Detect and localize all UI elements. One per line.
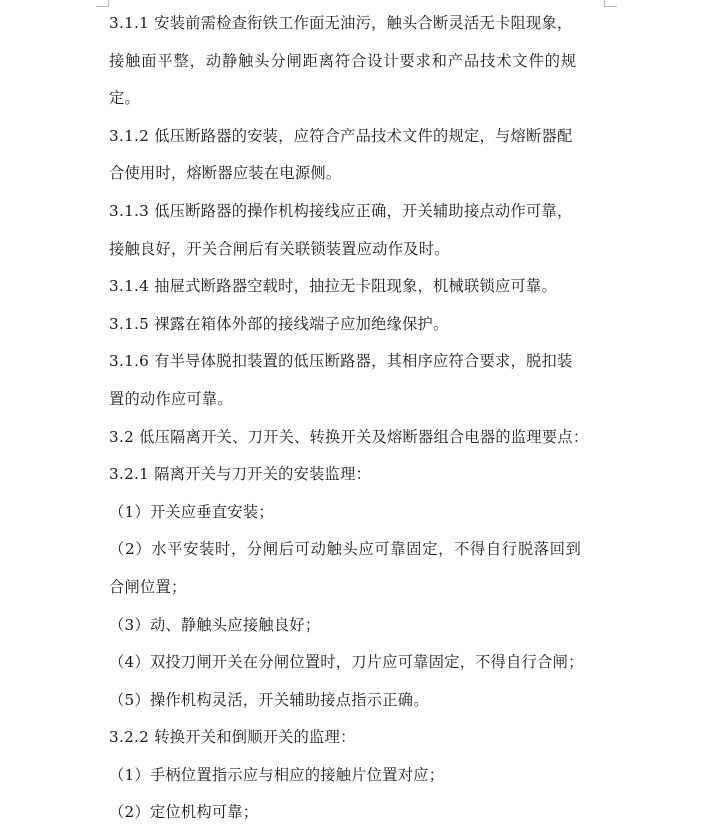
text-line: 合使用时，熔断器应装在电源侧。 <box>109 164 342 183</box>
text-line: 3.1.2 低压断路器的安装，应符合产品技术文件的规定，与熔断器配 <box>109 126 573 145</box>
list-item: （1）手柄位置指示应与相应的接触片位置对应； <box>109 765 445 784</box>
page-corner-mark-left <box>96 0 109 7</box>
text-line: 3.1.6 有半导体脱扣装置的低压断路器，其相序应符合要求，脱扣装 <box>109 352 573 371</box>
text-line: 3.1.4 抽屉式断路器空载时，抽拉无卡阻现象，机械联锁应可靠。 <box>109 277 557 296</box>
subsection-heading: 3.2.2 转换开关和倒顺开关的监理： <box>109 728 356 747</box>
text-line: 置的动作应可靠。 <box>109 389 233 408</box>
section-heading: 3.2 低压隔离开关、刀开关、转换开关及熔断器组合电器的监理要点： <box>109 427 589 446</box>
list-item: （4）双投刀闸开关在分闸位置时，刀片应可靠固定，不得自行合闸； <box>109 653 584 672</box>
list-item: （2）水平安装时，分闸后可动触头应可靠固定，不得自行脱落回到 <box>109 540 582 559</box>
text-line: 3.1.5 裸露在箱体外部的接线端子应加绝缘保护。 <box>109 314 449 333</box>
text-line: 接触面平整，动静触头分闸距离符合设计要求和产品技术文件的规 <box>109 51 577 70</box>
text-line: 合闸位置； <box>109 577 187 596</box>
list-item: （3）动、静触头应接触良好； <box>109 615 321 634</box>
subsection-heading: 3.2.1 隔离开关与刀开关的安装监理： <box>109 465 372 484</box>
page-corner-mark-right <box>604 0 617 7</box>
text-line: 定。 <box>109 89 140 108</box>
text-line: 3.1.3 低压断路器的操作机构接线应正确，开关辅助接点动作可靠， <box>109 201 573 220</box>
text-line: 接触良好，开关合闸后有关联锁装置应动作及时。 <box>109 239 450 258</box>
list-item: （5）操作机构灵活，开关辅助接点指示正确。 <box>109 690 429 709</box>
list-item: （1）开关应垂直安装； <box>109 502 274 521</box>
text-line: 3.1.1 安装前需检查衔铁工作面无油污，触头合断灵活无卡阻现象， <box>109 14 573 32</box>
document-body <box>109 10 609 837</box>
list-item: （2）定位机构可靠； <box>109 803 259 822</box>
